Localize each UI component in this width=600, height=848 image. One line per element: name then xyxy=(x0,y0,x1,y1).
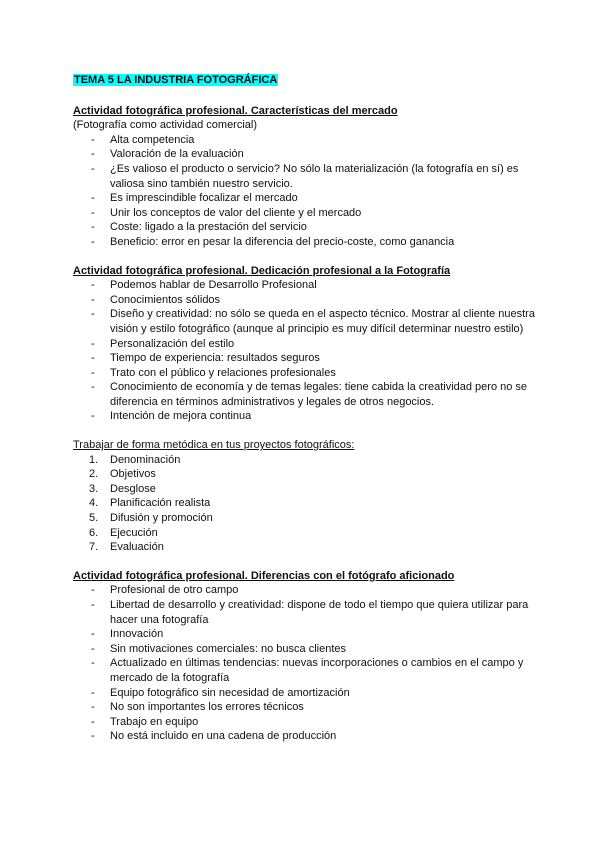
document-title: TEMA 5 LA INDUSTRIA FOTOGRÁFICA xyxy=(74,74,278,86)
list-item: - Libertad de desarrollo y creatividad: dispone de todo el tiempo que quiera utilizar para hacer una fotografía xyxy=(91,599,529,626)
number-marker: 6. xyxy=(89,526,99,539)
dash-marker: - xyxy=(91,410,95,423)
list-item: - Tiempo de experiencia: resultados seguros xyxy=(91,352,320,365)
dash-marker: - xyxy=(91,730,95,743)
list-item: 5. Difusión y promoción xyxy=(89,512,213,525)
section-heading: Actividad fotográfica profesional. Dedicación profesional a la Fotografía xyxy=(73,264,451,277)
number-marker: 2. xyxy=(89,468,99,481)
number-marker: 3. xyxy=(89,482,99,495)
dash-marker: - xyxy=(91,657,95,670)
list-item: - Alta competencia xyxy=(91,133,195,146)
list-item: - Equipo fotográfico sin necesidad de amortización xyxy=(91,686,350,699)
dash-marker: - xyxy=(91,279,95,292)
section-dedication xyxy=(73,264,540,425)
dash-marker: - xyxy=(91,162,95,175)
list-item: - Actualizado en últimas tendencias: nuevas incorporaciones o cambios en el campo y mercado de la fotografía xyxy=(91,657,524,684)
dash-marker: - xyxy=(91,715,95,728)
list-item: - Unir los conceptos de valor del cliente y el mercado xyxy=(91,206,362,219)
section-heading: Actividad fotográfica profesional. Diferencias con el fotógrafo aficionado xyxy=(73,569,455,582)
list-item: 7. Evaluación xyxy=(89,541,164,554)
bullet-list xyxy=(73,133,540,250)
section-subtitle: (Fotografía como actividad comercial) xyxy=(73,119,258,132)
dash-marker: - xyxy=(91,352,95,365)
list-item: 4. Planificación realista xyxy=(89,497,211,510)
list-item: - Podemos hablar de Desarrollo Profesional xyxy=(91,279,317,292)
document-title-line xyxy=(73,73,540,88)
section-subheading: Trabajar de forma metódica en tus proyectos fotográficos: xyxy=(73,439,355,452)
dash-marker: - xyxy=(91,192,95,205)
list-item: - Coste: ligado a la prestación del servicio xyxy=(91,221,307,234)
number-marker: 1. xyxy=(89,453,99,466)
section-differences-amateur xyxy=(73,569,540,744)
bullet-list xyxy=(73,583,540,744)
list-item: 3. Desglose xyxy=(89,482,156,495)
dash-marker: - xyxy=(91,599,95,611)
list-item: - Conocimientos sólidos xyxy=(91,293,221,306)
dash-marker: - xyxy=(91,686,95,699)
list-item: - Intención de mejora continua xyxy=(91,410,252,423)
list-item: - Trato con el público y relaciones profesionales xyxy=(91,366,336,379)
dash-marker: - xyxy=(91,308,95,321)
number-marker: 7. xyxy=(89,541,99,554)
dash-marker: - xyxy=(91,293,95,306)
numbered-list xyxy=(73,453,540,555)
list-item: - Conocimiento de economía y de temas legales: tiene cabida la creatividad pero no se diferencia en términos administrativos y legales de otros negocios. xyxy=(91,381,528,408)
number-marker: 4. xyxy=(89,497,99,510)
dash-marker: - xyxy=(91,337,95,350)
dash-marker: - xyxy=(91,206,95,219)
list-item: - Innovación xyxy=(91,628,164,641)
list-item: - Profesional de otro campo xyxy=(91,584,239,597)
dash-marker: - xyxy=(91,235,95,248)
section-methodical-work xyxy=(73,438,540,555)
dash-marker: - xyxy=(91,221,95,234)
dash-marker: - xyxy=(91,381,95,394)
list-item: - Trabajo en equipo xyxy=(91,715,199,728)
dash-marker: - xyxy=(91,133,95,146)
list-item: 1. Denominación xyxy=(89,453,181,466)
list-item: - Valoración de la evaluación xyxy=(91,148,244,161)
dash-marker: - xyxy=(91,366,95,379)
list-item: - Es imprescindible focalizar el mercado xyxy=(91,192,298,205)
list-item: - Personalización del estilo xyxy=(91,337,235,350)
section-market xyxy=(73,104,540,250)
dash-marker: - xyxy=(91,584,95,597)
section-heading: Actividad fotográfica profesional. Características del mercado xyxy=(73,104,398,117)
list-item: - Diseño y creatividad: no sólo se queda en el aspecto técnico. Mostrar al cliente nuestra visión y estilo fotográfico (aunque al principio es muy difícil determinar nuestro estilo) xyxy=(91,308,535,335)
list-item: - No está incluido en una cadena de producción xyxy=(91,730,337,743)
list-item: - No son importantes los errores técnicos xyxy=(91,701,304,714)
dash-marker: - xyxy=(91,701,95,714)
bullet-list xyxy=(73,278,540,424)
list-item: 6. Ejecución xyxy=(89,526,158,539)
number-marker: 5. xyxy=(89,512,99,525)
list-item: - Beneficio: error en pesar la diferencia del precio-coste, como ganancia xyxy=(91,235,455,248)
list-item: 2. Objetivos xyxy=(89,468,156,481)
dash-marker: - xyxy=(91,628,95,641)
list-item: - Sin motivaciones comerciales: no busca clientes xyxy=(91,642,347,655)
dash-marker: - xyxy=(91,148,95,161)
list-item: - ¿Es valioso el producto o servicio? No sólo la materialización (la fotografía en sí) es valiosa sino también nuestro servicio. xyxy=(91,162,519,190)
dash-marker: - xyxy=(91,642,95,655)
